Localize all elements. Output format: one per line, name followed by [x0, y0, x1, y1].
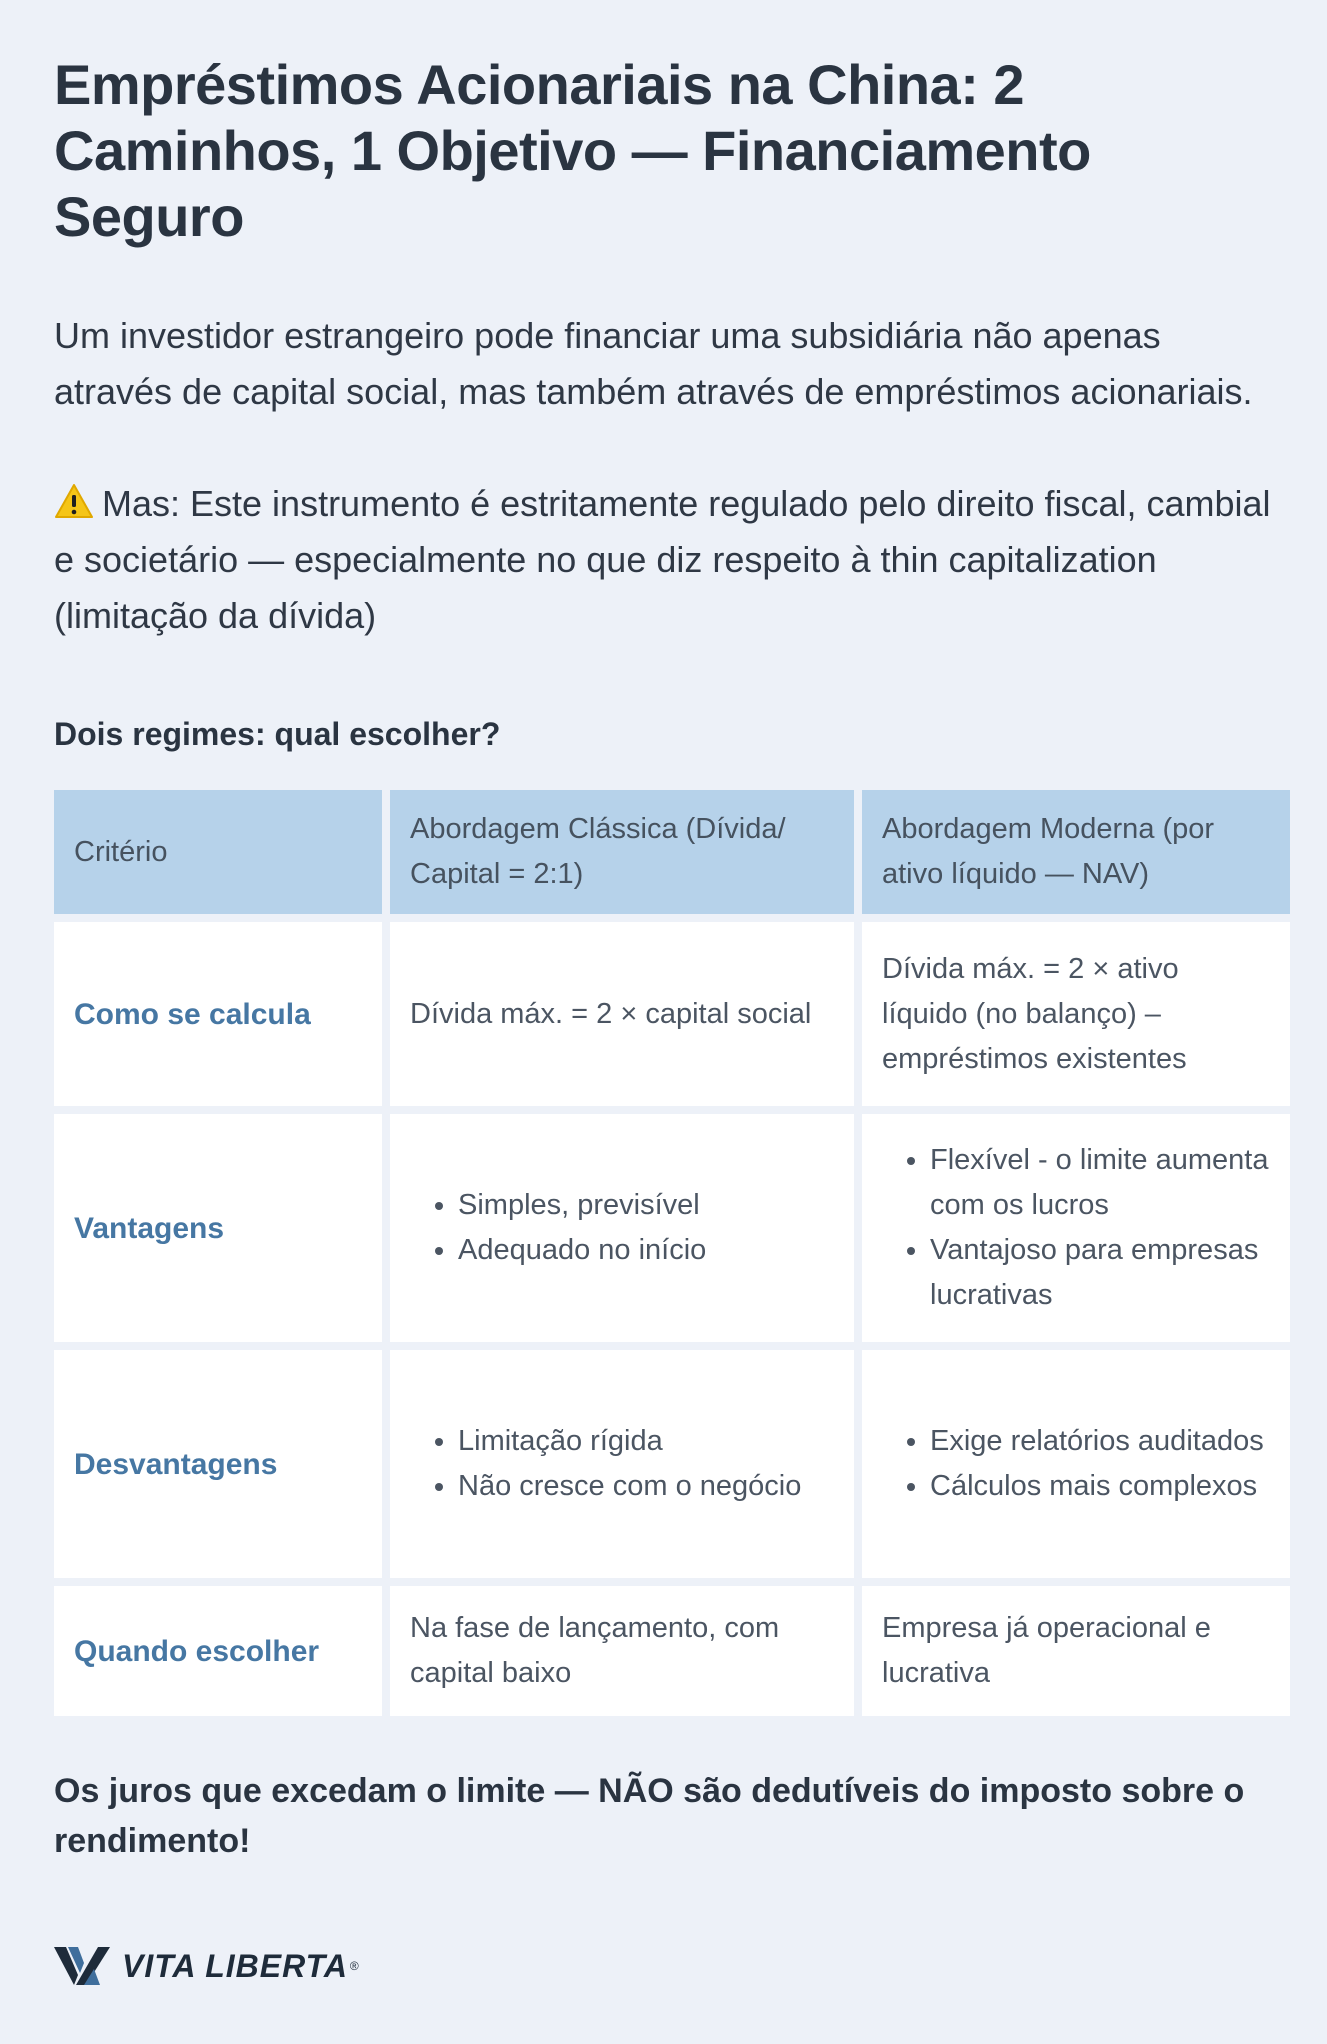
- list-item: • Limitação rígida: [458, 1419, 834, 1464]
- brand-logo: [54, 1945, 359, 1987]
- classic-cell: Dívida máx. = 2 × capital social: [390, 922, 854, 1106]
- conclusion-text: Os juros que excedam o limite — NÃO são dedutíveis do imposto sobre o rendimento!: [54, 1772, 1245, 1860]
- warning-paragraph: [54, 476, 1274, 644]
- header-modern: Abordagem Moderna (por ativo líquido — NAV): [862, 790, 1290, 914]
- table-row: [54, 1350, 1290, 1578]
- comparison-table: [46, 782, 1298, 1724]
- registered-mark: ®: [349, 1959, 359, 1973]
- criterion-cell: Quando escolher: [54, 1586, 382, 1716]
- modern-cell: [862, 1350, 1290, 1578]
- table-header-row: [54, 790, 1290, 914]
- modern-list: [882, 1138, 1270, 1318]
- table-row: [54, 922, 1290, 1106]
- warning-icon: [54, 483, 94, 519]
- criterion-cell: Desvantagens: [54, 1350, 382, 1578]
- table-row: [54, 1114, 1290, 1342]
- list-item: • Vantajoso para empresas lucrativas: [930, 1228, 1270, 1318]
- section-heading: Dois regimes: qual escolher?: [54, 716, 501, 752]
- modern-list: [882, 1419, 1270, 1509]
- classic-list: [410, 1183, 834, 1273]
- criterion-cell: Como se calcula: [54, 922, 382, 1106]
- warning-text: Mas: Este instrumento é estritamente regulado pelo direito fiscal, cambial e societário — especialmente no que diz respeito à thin capitalization (limitação da dívida): [54, 483, 1271, 636]
- classic-list: [410, 1419, 834, 1509]
- page-title: Empréstimos Acionariais na China: 2 Caminhos, 1 Objetivo — Financiamento Seguro: [54, 53, 1091, 248]
- list-item: • Flexível - o limite aumenta com os lucros: [930, 1138, 1270, 1228]
- modern-cell: Empresa já operacional e lucrativa: [862, 1586, 1290, 1716]
- modern-cell: [862, 1114, 1290, 1342]
- classic-cell: Na fase de lançamento, com capital baixo: [390, 1586, 854, 1716]
- list-item: • Adequado no início: [458, 1228, 834, 1273]
- classic-cell: [390, 1114, 854, 1342]
- list-item: • Simples, previsível: [458, 1183, 834, 1228]
- intro-paragraph: Um investidor estrangeiro pode financiar uma subsidiária não apenas através de capital social, mas também através de empréstimos acionariais.: [54, 315, 1253, 412]
- list-item: • Cálculos mais complexos: [930, 1464, 1270, 1509]
- vita-liberta-logo-icon: [54, 1945, 110, 1987]
- header-classic: Abordagem Clássica (Dívida/ Capital = 2:1): [390, 790, 854, 914]
- brand-name: VITA LIBERTA: [122, 1947, 348, 1984]
- modern-cell: Dívida máx. = 2 × ativo líquido (no balanço) – empréstimos existentes: [862, 922, 1290, 1106]
- criterion-cell: Vantagens: [54, 1114, 382, 1342]
- classic-cell: [390, 1350, 854, 1578]
- list-item: • Não cresce com o negócio: [458, 1464, 834, 1509]
- header-criterion: Critério: [54, 790, 382, 914]
- table-row: [54, 1586, 1290, 1716]
- page-content: [54, 52, 1274, 1866]
- list-item: • Exige relatórios auditados: [930, 1419, 1270, 1464]
